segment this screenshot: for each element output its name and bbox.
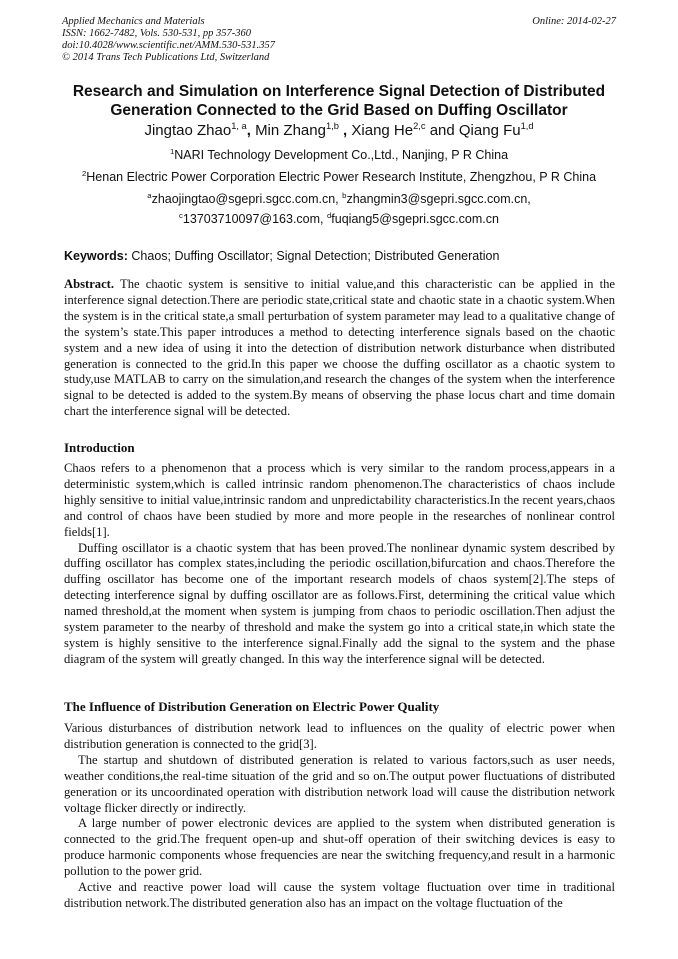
- journal-info: [62, 16, 275, 64]
- journal-name: Applied Mechanics and Materials: [62, 16, 205, 27]
- author-list: Jingtao Zhao$^{1, a}$, Min Zhang$^{1,b}$ , Xiang He$^{2,c}$ and Qiang Fu$^{1,d}$: [144, 121, 534, 139]
- doi-line: doi:10.4028/www.scientific.net/AMM.530-531.357: [62, 40, 275, 51]
- paragraph: The startup and shutdown of distributed generation is related to various factors,such as user needs, weather conditions,the real-time situation of the grid and so on.The output power fluctuations of distributed generation or its uncoordinated operation with distribution network load will cause the distribution network voltage flicker directly or indirectly.: [64, 752, 615, 815]
- author-superscript: 1,b: [325, 121, 339, 131]
- copyright-line: © 2014 Trans Tech Publications Ltd, Switzerland: [62, 52, 270, 63]
- online-date: Online: 2014-02-27: [532, 16, 616, 27]
- introduction-body: [64, 461, 615, 668]
- section-heading-influence: The Influence of Distribution Generation on Electric Power Quality: [64, 699, 440, 714]
- abstract-text: The chaotic system is sensitive to initial value,and this characteristic can be applied in the interference signal detection.There are periodic state,critical state and chaotic state in a chaotic system.When the system is in the critical state,a small perturbation of system parameter may lead to a qualitative change of the system’s state.This paper introduces a method to detecting interference signals based on the chaotic system and a new idea of using it into the detection of distribution network disturbance when distributed generation is connected to the grid.In this paper we choose the duffing oscillator as a chaotic system to study,use MATLAB to carry on the simulation,and research the changes of the system when the interference signal to be detected is added to the system.By means of observing the phase locus chart and time domain chart the interference signal will be detected.: [64, 277, 615, 419]
- section-heading-introduction: Introduction: [64, 440, 135, 455]
- author-name: Xiang He: [351, 122, 414, 139]
- affiliation-2: $^2$Henan Electric Power Corporation Electric Power Research Institute, Zhengzhou, P R China: [81, 168, 597, 184]
- title-line-1: Research and Simulation on Interference Signal Detection of Distributed: [72, 83, 606, 100]
- email-address[interactable]: fuqiang5@sgepri.sgcc.com.cn: [331, 212, 499, 226]
- keywords-text: Chaos; Duffing Oscillator; Signal Detection; Distributed Generation: [131, 249, 500, 263]
- email-address[interactable]: 13703710097@163.com,: [182, 212, 324, 226]
- paper-title: [40, 82, 638, 120]
- author-superscript: 1, a: [231, 121, 247, 131]
- influence-body: [64, 721, 615, 912]
- email-address[interactable]: zhaojingtao@sgepri.sgcc.com.cn,: [151, 192, 339, 206]
- email-line-1: $^a$zhaojingtao@sgepri.sgcc.com.cn, $^b$zhangmin3@sgepri.sgcc.com.cn,: [147, 190, 531, 206]
- abstract: [64, 277, 615, 420]
- paragraph: Chaos refers to a phenomenon that a process which is very similar to the random process,appears in a deterministic system,which is called intrinsic random phenomenon.The characteristics of chaos include highly sensitive to initial value,intrinsic random and unpredictability characteristics.In the recent years,chaos and control of chaos have been studied by more and more people in the researches of nonlinear control fields[1].: [64, 461, 615, 539]
- issn-line: ISSN: 1662-7482, Vols. 530-531, pp 357-360: [62, 28, 251, 39]
- paragraph: A large number of power electronic devices are applied to the system when distributed generation is connected to the grid.The frequent open-up and shut-off operation of their switching devices is easy to produce harmonic components whose frequencies are near the switching frequency,and result in a harmonic pollution to the power grid.: [64, 816, 615, 879]
- author-name: Jingtao Zhao: [144, 122, 232, 139]
- author-superscript: 2,c: [413, 121, 426, 131]
- author-superscript: 1,d: [520, 121, 534, 131]
- email-line-2: $^c$13703710097@163.com, $^d$fuqiang5@sgepri.sgcc.com.cn: [179, 210, 499, 226]
- author-name: Qiang Fu: [458, 122, 521, 139]
- email-address[interactable]: zhangmin3@sgepri.sgcc.com.cn,: [346, 192, 531, 206]
- title-line-2: Generation Connected to the Grid Based on Duffing Oscillator: [110, 102, 568, 119]
- paragraph: Active and reactive power load will cause the system voltage fluctuation over time in traditional distribution network.The distributed generation also has an impact on the voltage fluctuation of the: [64, 880, 615, 910]
- abstract-label: Abstract.: [64, 277, 115, 291]
- paragraph: Various disturbances of distribution network lead to influences on the quality of electric power when distribution generation is connected to the grid[3].: [64, 721, 615, 751]
- keywords-label: Keywords:: [64, 249, 128, 263]
- author-name: Min Zhang: [255, 122, 326, 139]
- keywords: [64, 249, 616, 264]
- paragraph: Duffing oscillator is a chaotic system that has been proved.The nonlinear dynamic system described by duffing oscillator has complex states,including the periodic oscillation,bifurcation and chaos.Therefore the duffing oscillator has become one of the important research models of chaos system[2].The steps of detecting interference signal by duffing oscillator are as follows.First, determining the critical value which named threshold,at the moment when system is jumping from chaos to periodic oscillation.Then adjust the system parameter to the nearby of threshold and make the system go into a critical state,in which state the system is highly sensitive to the interference signal.Finally add the signal to the system and the phase diagram of the system will greatly changed. In this way the interference signal will be detected.: [64, 540, 615, 666]
- author-conjunction: and: [429, 122, 455, 139]
- affiliation-1: $^1$NARI Technology Development Co.,Ltd., Nanjing, P R China: [169, 146, 509, 162]
